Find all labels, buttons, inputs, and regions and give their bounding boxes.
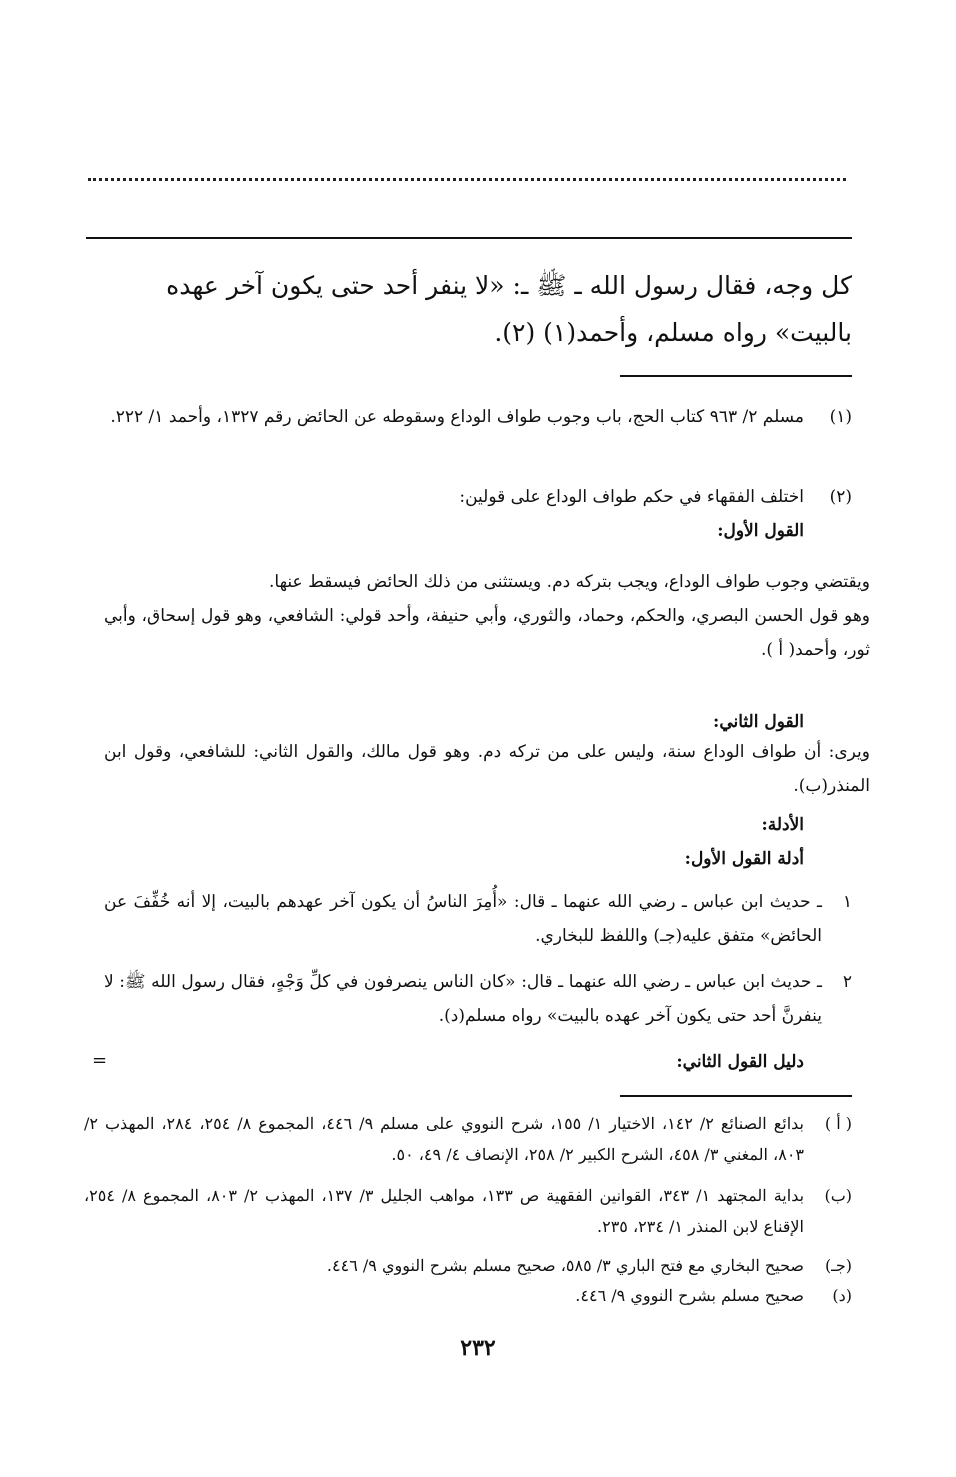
footnote-2 bbox=[84, 480, 852, 548]
evidence-item-1 bbox=[104, 885, 870, 953]
footnote-2-heading-last bbox=[84, 1045, 852, 1079]
subnote-a-label: ( أ ) bbox=[824, 1114, 852, 1133]
main-line-2: بالبيت» رواه مسلم، وأحمد(١) (٢). bbox=[494, 318, 852, 347]
footnote-2-intro: اختلف الفقهاء في حكم طواف الوداع على قولين: bbox=[459, 487, 804, 507]
subnote-c-text: صحيح البخاري مع فتح الباري ٣/ ٥٨٥، صحيح مسلم بشرح النووي ٩/ ٤٤٦. bbox=[326, 1256, 804, 1275]
subnote-d bbox=[84, 1280, 852, 1311]
subnote-c-label: (جـ) bbox=[824, 1256, 852, 1275]
evidence-item-2-text: ـ حديث ابن عباس ـ رضي الله عنهما ـ قال: «كان الناس ينصرفون في كلِّ وَجْهٍ، فقال رسول الله ﷺ: لا ينفرنَّ أحد حتى يكون آخر عهده بالبيت» رواه مسلم(د). bbox=[104, 972, 822, 1026]
first-opinion-holders: وهو قول الحسن البصري، والحكم، وحماد، والثوري، وأبي حنيفة، وأحد قولي: الشافعي، وهو قول إسحاق، وأبي ثور، وأحمد( أ ). bbox=[104, 606, 870, 660]
heading-second-evidence: دليل القول الثاني: bbox=[676, 1052, 804, 1072]
subnote-a bbox=[84, 1108, 852, 1170]
subnote-a-text: بدائع الصنائع ٢/ ١٤٢، الاختيار ١/ ١٥٥، شرح النووي على مسلم ٩/ ٤٤٦، المجموع ٨/ ٢٥٤، ٢٨٤، المهذب ٢/ ٨٠٣، المغني ٣/ ٤٥٨، الشرح الكبير ٢/ ٢٥٨، الإنصاف ٤/ ٤٩، ٥٠. bbox=[84, 1114, 805, 1164]
footnote-2-body-1 bbox=[104, 565, 870, 667]
main-line-1: كل وجه، فقال رسول الله ـ ﷺ ـ: «لا ينفر أحد حتى يكون آخر عهده bbox=[166, 271, 852, 300]
subnote-rule bbox=[620, 1095, 852, 1097]
evidence-item-1-number: ١ bbox=[842, 892, 852, 912]
footnote-1 bbox=[84, 400, 852, 434]
second-opinion-text: ويرى: أن طواف الوداع سنة، وليس على من تركه دم. وهو قول مالك، والقول الثاني: للشافعي، وقول ابن المنذر(ب). bbox=[104, 742, 870, 796]
footnote-2-evidence bbox=[84, 808, 852, 876]
heading-first-evidence: أدلة القول الأول: bbox=[684, 849, 804, 869]
subnote-b-text: بداية المجتهد ١/ ٣٤٣، القوانين الفقهية ص ١٣٣، مواهب الجليل ٣/ ١٣٧، المهذب ٢/ ٨٠٣، المجموع ٨/ ٢٥٤، الإقناع لابن المنذر ١/ ٢٣٤، ٢٣٥. bbox=[84, 1186, 805, 1236]
footnote-rule bbox=[620, 375, 852, 377]
subnote-d-text: صحيح مسلم بشرح النووي ٩/ ٤٤٦. bbox=[575, 1286, 804, 1305]
footnote-2-body-2 bbox=[104, 735, 870, 803]
page-number: ٢٣٢ bbox=[460, 1335, 496, 1361]
heading-first-opinion: القول الأول: bbox=[717, 521, 804, 541]
top-rule bbox=[86, 237, 852, 239]
continuation-mark: = bbox=[92, 1050, 108, 1071]
footnote-2-number: (٢) bbox=[829, 487, 852, 507]
evidence-item-2 bbox=[104, 965, 870, 1033]
dotted-separator bbox=[88, 178, 846, 181]
subnote-c bbox=[84, 1250, 852, 1281]
evidence-item-1-text: ـ حديث ابن عباس ـ رضي الله عنهما ـ قال: «أُمِرَ الناسُ أن يكون آخر عهدهم بالبيت، إلا أنه خُفِّفَ عن الحائض» متفق عليه(جـ) واللفظ للبخاري. bbox=[104, 892, 822, 946]
footnote-1-number: (١) bbox=[829, 407, 852, 427]
first-opinion-text: ويقتضي وجوب طواف الوداع، ويجب بتركه دم. ويستثنى من ذلك الحائض فيسقط عنها. bbox=[268, 572, 870, 592]
subnote-b-label: (ب) bbox=[824, 1186, 852, 1205]
main-text bbox=[86, 262, 852, 356]
heading-second-opinion: القول الثاني: bbox=[713, 712, 804, 732]
subnote-d-label: (د) bbox=[832, 1286, 852, 1305]
evidence-item-2-number: ٢ bbox=[842, 972, 852, 992]
footnote-1-text: مسلم ٢/ ٩٦٣ كتاب الحج، باب وجوب طواف الوداع وسقوطه عن الحائض رقم ١٣٢٧، وأحمد ١/ ٢٢٢. bbox=[110, 407, 804, 427]
footnote-2-heading-2 bbox=[84, 705, 852, 739]
subnote-b bbox=[84, 1180, 852, 1242]
heading-evidence: الأدلة: bbox=[761, 815, 804, 835]
